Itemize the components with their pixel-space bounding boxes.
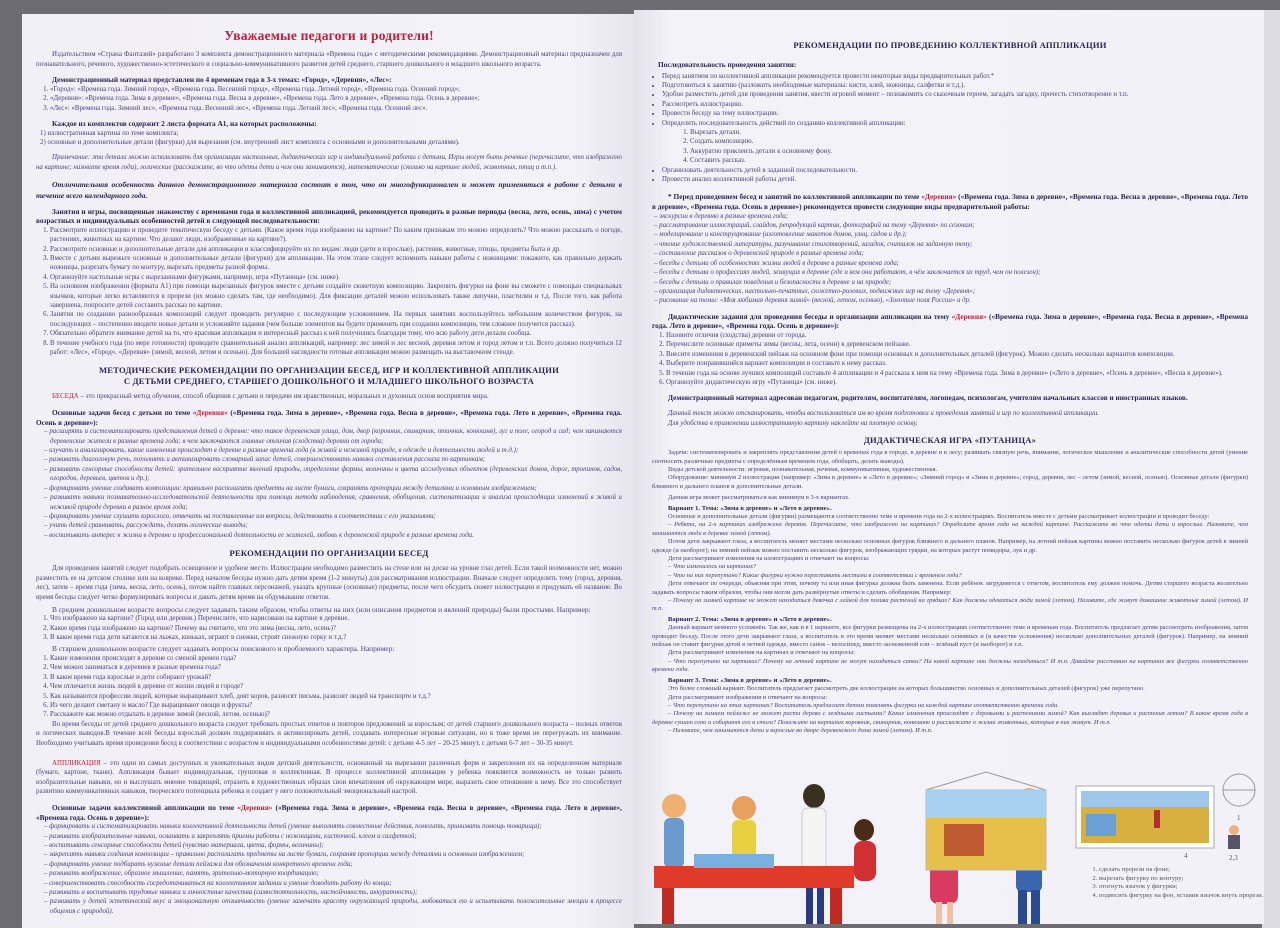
didactic-item: 2. Перечислите основные приметы зимы (весны, лета, осени) в деревенском пейзаже. xyxy=(666,340,1248,349)
didactic-heading xyxy=(652,312,1248,331)
heading-text: («Времена года. Зима в деревне», «Времена года. Весна в деревне», «Времена года. Лето в деревне», «Времена года. Осень в деревне»): xyxy=(36,802,622,822)
diagram-label-2-3: 2,3 xyxy=(1229,854,1238,862)
sequence-item: 1. Рассмотрите иллюстрацию и проведите тематическую беседу с детьми. (Какое время года изображено на картине? По каким признакам это можно определить? Что можно рассказать о погоде, растениях, животных на картине. Что делают люди, изображенные на картине?). xyxy=(50,226,622,245)
variant-text: Дети рассматривают изменения на иллюстрациях и отвечают на вопросы: xyxy=(668,555,870,562)
applic-tasks-list xyxy=(36,822,622,916)
variant-title: Вариант 1. Тема: «Зима в деревне» и «Лето в деревне». xyxy=(668,504,832,512)
question-item: 1. Какие изменения происходят в деревне со сменой времен года? xyxy=(50,654,622,663)
method-heading-2: С ДЕТЬМИ СРЕДНЕГО, СТАРШЕГО ДОШКОЛЬНОГО И МЛАДШЕГО ШКОЛЬНОГО ВОЗРАСТА xyxy=(123,376,535,387)
task-item: – формировать и систематизировать навыки коллективной деятельности детей (умение выполнять совместные действия, помогать, принимать помощь товарища); xyxy=(44,822,622,831)
question-item: 2. Чем можно заниматься в деревнев в разные времена года? xyxy=(50,663,622,672)
kit-item: 2) основные и дополнительные детали (фигурки) для вырезания (см. внутренний лист комплекта с основными и дополнительными деталями). xyxy=(40,139,460,146)
didactic-item: 5. В течение года на основе лучших композиций составьте 4 аппликации и 4 рассказа к ним на тему «Времена года. Зима в деревне» («Лето в деревне», «Осень в деревне», «Весна в деревне»). xyxy=(666,369,1248,378)
middle-intro: В среднем дошкольном возрасте вопросы следует задавать таким образом, чтобы ответы на них (или описания предметов и явлений природы) были простыми. Например: xyxy=(52,604,591,614)
beseda-tasks-list xyxy=(36,427,622,540)
beseda-text: – это прекрасный метод обучения, способ общения с детьми и передачи им нравственных, моральных и духовных основ восприятия мира. xyxy=(78,393,489,401)
sequence-item: 2. Рассмотрите основные и дополнительные детали для аппликации и классифицируйте их по видам: люди (дети и взрослые), растения, животные, птицы, предметы быта и др. xyxy=(50,245,622,254)
task-item: – формировать умение слушать взрослого, отвечать на поставленные им вопросы, действовать в соответствии с его указаниями; xyxy=(44,512,622,521)
sequence-item: 7. Обязательно обратите внимание детей на то, что красивая аппликация и интересный рассказ к ней получились благодаря тому, что всю работу дети делали сообща. xyxy=(50,329,622,338)
instructions-list xyxy=(1089,866,1264,900)
variant-text: – Что перепутано на этих картинах? Воспитатель предлагает детям поменять фигурки на каждой картине соответственно времени года. xyxy=(668,701,1059,709)
variant-text: – Что на них перепутано? Какие фигурки нужно переставить местами в соответствии с временем года? xyxy=(668,571,962,579)
middle-questions xyxy=(36,614,622,642)
question-item: 4. Чем отличается жизнь людей в деревне от жизни людей в городе? xyxy=(50,682,622,691)
variant-text: – Почему на зимней картине не может находиться девочка с лейкой для полива растений на грядках? Как должны одеваться люди зимой (летом). Назовите, где живут домашние животные зимой (летом). И т.п. xyxy=(652,597,1248,613)
theme-word: «Деревня» xyxy=(192,408,228,418)
variant-text: – Почему на зимнем пейзаже не может расти дерево с зелёными листьями? Какие изменения происходят с деревьями и растениями зимой? Как выглядят деревья и растения летом? В какое время года в деревне сушат сено и собирают его в стога? Покажите на картинах коровник, свинарник, конюшню и расскажите о жизни животных, которые в них живут. И т.п. xyxy=(652,710,1248,726)
theme-item: 2. «Деревня»: «Времена года. Зима в деревне», «Времена года. Весна в деревне», «Времена года. Лето в деревне», «Времена года. Осень в деревне»; xyxy=(50,94,622,103)
diagram-label-4: 4 xyxy=(1184,852,1188,860)
task-item: – закреплять навыки создания композиции – правильно располагать предметы на листе бумаги, сохраняя пропорции между деталями и основным изображением; xyxy=(44,850,622,859)
sequence-item: 4. Организуйте настольные игры с вырезанными фигурками, например, игра «Путаница» (см. ниже). xyxy=(50,273,622,282)
audience-text: Демонстрационный материал адресован педагогам, родителям, воспитателям, логопедам, психологам, учителям начальных классов и иностранных языков. xyxy=(668,393,1188,403)
game-variants-intro: Данная игра может рассматриваться как минимум в 3-х вариантах. xyxy=(668,494,850,502)
task-item: – воспитывать сенсорные способности детей (чувство материала, цвета, формы, величины); xyxy=(44,841,622,850)
duration-paragraph: Во время беседы от детей среднего дошкольного возраста следует требовать простых ответов и повторов предложений за взрослым; от детей старшего дошкольного возраста – полных ответов и логических выводов.В течение всей беседы взрослый должен поддерживать и активизировать детей, создавать интересные игровые ситуации, но в тоже время не перегружать их внимание. Необходимо учитывать время проведения бесед в соответствии с возрастом и индивидуальными особенностями детей: с детьми 4-5 лет – 20-25 минут, с детьми 6-7 лет – 30-35 минут. xyxy=(36,720,622,747)
instruction-item: 2. вырезать фигурку по контуру; xyxy=(1099,875,1264,884)
variant-title: Вариант 2. Тема: «Зима в деревне» и «Лето в деревне». xyxy=(668,615,832,623)
didactic-item: 3. Внесите изменения в деревенский пейзаж на основном фоне при помощи основных и дополнительных деталей (фигурок). Можно сделать несколько вариантов композиции. xyxy=(666,350,1248,359)
scan-note: Данный текст можно отсканировать, чтобы воспользоваться им во время подготовки и проведения занятий и игр по коллективной аппликации. xyxy=(668,409,1099,417)
heading-text: («Времена года. Зима в деревне», «Времена года. Весна в деревне», «Времена года. Лето в деревне», «Времена года. Осень в деревне»): xyxy=(652,311,1249,331)
game-variants xyxy=(652,505,1248,736)
seq-item: • Провести анализ коллективной работы детей. xyxy=(662,175,1248,184)
didactic-list xyxy=(652,331,1248,387)
right-heading: РЕКОМЕНДАЦИИ ПО ПРОВЕДЕНИЮ КОЛЛЕКТИВНОЙ АППЛИКАЦИИ xyxy=(793,40,1107,50)
task-item: – расширять и систематизировать представления детей о деревне: что такое деревенская улица, дом, двор (коровник, свинарник, птичник, конюшня), луг и поле, огород и сад; чем занимаются деревенские жители в разные времена года; в чем заключаются главные отличия (сходства) деревни от города; xyxy=(44,427,622,446)
kit-item: 1) иллюстративная картина по теме комплекта; xyxy=(40,129,179,137)
variant-text: Основные и дополнительные детали (фигурки) размещаются соответственно теме и времени года на 2-х иллюстрациях. Воспитатель вместе с детьми рассматривает иллюстрации и проводит беседу: xyxy=(668,512,1210,520)
task-item: – формировать умение подбирать нужные детали пейзажа для обозначения конкретного времени года; xyxy=(44,860,622,869)
seq-item: • Подготовиться к занятию (разложить необходимые материалы: кисти, клей, ножницы, салфетки и т.д.). xyxy=(662,81,1248,90)
page-edge xyxy=(1262,10,1280,928)
variant-text: – Что перепутано на картинах? Почему на летней картине не могут находиться санки? На какой картине они должны находиться? И т.п. Давайте расставим на картинах все фигурки соответственно времени года. xyxy=(652,657,1248,674)
game-heading: ДИДАКТИЧЕСКАЯ ИГРА «ПУТАНИЦА» xyxy=(863,435,1037,446)
heading-text: Дидактические задания для проведения беседы и организации аппликации на тему xyxy=(668,311,952,321)
method-heading-1: МЕТОДИЧЕСКИЕ РЕКОМЕНДАЦИИ ПО ОРГАНИЗАЦИИ БЕСЕД, ИГР И КОЛЛЕКТИВНОЙ АППЛИКАЦИИ xyxy=(98,365,560,376)
themes-heading: Демонстрационный материал представлен по 4 временам года в 3-х темах: «Город», «Деревня», «Лес»: xyxy=(52,75,392,85)
sequence-heading: Занятия и игры, посвященные знакомству с временами года и коллективной аппликацией, рекомендуется проводить в разные периоды (весна, лето, осень, зима) с учетом возрастных и индивидуальных особенностей детей в следующей последовательности: xyxy=(36,206,622,226)
kit-heading: Каждое из комплектов содержит 2 листа формата А1, на которых расположены: xyxy=(52,119,317,128)
theme-item: 1. «Город»: «Времена года. Зимний город», «Времена года. Весенний город», «Времена года. Летний город», «Времена года. Осенний город»; xyxy=(50,85,622,94)
variant-text: Дети отвечают по очереди, объясняя при этом, почему та или иная фигурка должна быть заменена. Если ребёнок затрудняется с ответом, воспитатель ему должен помочь. Детям старшего возраста желательно задавать вопросы таким образом, чтобы они могли дать развёрнутые ответы и сделать обобщения. Например: xyxy=(652,580,1248,596)
intro-paragraph: Издательством «Страна Фантазий» разработано 3 комплекта демонстрационного материала «Времена года» с методическими рекомендациями. Демонстрационный материал предназначен для познавательного, речевого, художественно-эстетического и социально-коммуникативного развития детей среднего, старшего дошкольного и младшего школьного возраста. xyxy=(36,51,622,68)
didactic-item: 6. Организуйте дидактическую игру «Путаница» (см. ниже). xyxy=(666,378,1248,387)
step-item: 3. Аккуратно приклеить детали к основному фону. xyxy=(690,147,1248,156)
game-section xyxy=(652,449,1248,735)
task-item: – развивать навыки познавательно-исследовательской деятельности при помощи метода наблюдения, сравнения, обобщения, систематизации и анализа происходящих изменений в живой и неживой природе деревни в разное время года; xyxy=(44,493,622,512)
seq-item: • Провести беседу на тему иллюстрации. xyxy=(662,109,1248,118)
applic-text: – это один из самых доступных и увлекательных видов детской деятельности, основанный на вырезании различных форм и закреплении их на определенном материале (бумаге, картоне, ткани). Аппликация бывает индивидуальная, групповая и коллективная. В процессе коллективной аппликации у ребенка появляется возможность не только развить изобразительные навыки, но и выслушать мнение товарищей, отразить в художественных образах свои впечатления об окружающем мире, выразить свое отношение к нему. Все это способствует развитию коммуникативных навыков, творческого потенциала ребенка и создает у него положительный эмоциональный настрой. xyxy=(36,759,622,796)
task-item: – изучать и анализировать, какие изменения происходят в деревне в разные времена года (в живой и неживой природе, в одежде и деятельности людей и т.д.); xyxy=(44,446,622,455)
instruction-item: 1. сделать прорези на фоне; xyxy=(1099,866,1264,875)
question-item: 3. В какое время года взрослые и дети собирают урожай? xyxy=(50,673,622,682)
heading-text: Основные задачи бесед с детьми по теме xyxy=(52,408,193,418)
variant-text: Это более сложный вариант. Воспитатель предлагает рассмотреть две иллюстрации на которых большинство основных и дополнительных деталей (фигурок) уже перепутано. xyxy=(668,685,1145,693)
variant-text: Дети рассматривают изображения и отвечают на вопросы: xyxy=(668,693,828,701)
didactic-item: 4. Выберите понравившийся вариант композиции и составьте к нему рассказ. xyxy=(666,359,1248,368)
left-page xyxy=(22,14,634,928)
game-equipment: Оборудование: минимум 2 иллюстрации (например: «Зима в деревне» и «Лето в деревне»; «Зимний город» и «Зима в деревне»; город, деревня, лес – летом (зимой, весной, осенью). Основные детали (фигурки) ближнего и дальнего планов и дополнительные детали. xyxy=(652,474,1248,490)
senior-questions xyxy=(36,654,622,720)
slot-diagram xyxy=(1076,774,1255,862)
variant-text: Дети рассматривают изменения на картинах и отвечают на вопросы: xyxy=(668,649,855,657)
sequence-item: 5. На основном изображении (формата А1) при помощи вырезанных фигурок вместе с детьми создайте сюжетную композицию. Закрепить фигурки на фоне вы сможете с помощью специальных язычков, которые легко вставляются в прорези (их можно сделать там, где необходимо). Для фиксации деталей можно использовать также липучки, пластилин и т.д. После того, как работа завершена, попросите детей составить рассказ по картине. xyxy=(50,282,622,310)
theme-item: 3. «Лес»: «Времена года. Зимний лес», «Времена года. Весенний лес», «Времена года. Летний лес», «Времена года. Осенний лес». xyxy=(50,104,622,113)
variant-title: Вариант 3. Тема: «Зима в деревне» и «Лето в деревне». xyxy=(668,676,832,684)
didactic-item: 1. Назовите отличия (сходства) деревни от города. xyxy=(666,331,1248,340)
theme-word: «Деревня» xyxy=(237,802,273,812)
beseda-definition xyxy=(36,392,622,402)
question-item: 3. В какое время года дети катаются на лыжах, коньках, играют в снежки, строят снежную горку и т.д.? xyxy=(50,633,622,642)
themes-list xyxy=(36,85,622,113)
task-item: – развивать сенсорные способности детей: зрительное восприятие явлений природы, определение формы, величины и цвета исследуемых объектов (деревенских домов, дорог, тропинок, садов, огородов, деревьев, цветов и др.); xyxy=(44,465,622,484)
seq-item: • Рассмотреть иллюстрацию. xyxy=(662,100,1248,109)
variant-text: – Ребята, на 2-х картинах изображена деревня. Перечислите, что изображено на картинах? Определите время года на каждой картине. Расскажите во что одеты дети и взрослые. Назовите, чем занимаются люди в деревне зимой (летом). xyxy=(652,521,1248,537)
step-item: 4. Составить рассказ. xyxy=(690,156,1248,165)
heading-text: * Перед проведением бесед и занятий по коллективной аппликации по теме xyxy=(668,192,922,202)
game-task: Задачи: систематизировать и закреплять представления детей о временах года в городе, в деревне и в лесу; развивать связную речь, внимание, логическое мышление и аналитические способности детей (умение соотносить различные предметы с определённым временем года, обобщать, делать выводы). xyxy=(652,449,1248,465)
applic-term: АППЛИКАЦИЯ xyxy=(52,759,101,767)
step-item: 1. Вырезать детали. xyxy=(690,128,1248,137)
game-kinds: Виды детской деятельности: игровая, познавательная, речевая, коммуникативная, художественная. xyxy=(668,465,938,473)
org-paragraph: Для проведения занятий следует подобрать освещенное и удобное место. Иллюстрации необходимо разместить на стене или на доске на уровне глаз детей. Если такой возможности нет, можно разместить ее на детском столике или на коврике. Перед началом беседы нужно дать детям время (1-2 минуты) для рассматривания иллюстрации. Вначале следует определить тему (город, деревня, лес), затем – время года (зима, весна, лето, осень), потом найти главных персонажей, указать крупные (основные) предметы, после чего обсудить сюжет иллюстрации и придумать ей название. Во время беседы следует четко формулировать вопросы и давать детям время на обдумывание ответов. xyxy=(36,565,622,601)
applic-tasks-heading xyxy=(36,803,622,822)
prelim-item: – моделирование и конструирование (изготовление макетов домов, улиц, садов и др.); xyxy=(654,230,1248,239)
beseda-tasks-heading xyxy=(36,408,622,427)
org-heading: РЕКОМЕНДАЦИИ ПО ОРГАНИЗАЦИИ БЕСЕД xyxy=(229,548,429,559)
note-paragraph: Примечание: эти детали можно использовать для организации настольных, дидактических игр и индивидуальной работы с детьми. Игры могут быть речевые (перечислите, что изображено на картине; назовите время года), логические (расскажите, во что одеты дети и чем они занимаются), математические (сколько на картине людей, животных, птиц и т.п.). xyxy=(36,154,622,171)
seq-steps xyxy=(652,128,1248,166)
page-title: Уважаемые педагоги и родители! xyxy=(224,28,434,43)
theme-word: «Деревня» xyxy=(921,192,957,202)
task-item: – формировать умение создавать композиции: правильно располагать предметы на листе бумаги, сохранять пропорции между деталями и основным изображением; xyxy=(44,484,622,493)
kit-list xyxy=(36,129,622,148)
seq-list-a xyxy=(652,72,1248,128)
right-page xyxy=(634,10,1264,924)
applic-definition xyxy=(36,759,622,797)
prelim-item: – экскурсии в деревню в разные времена года; xyxy=(654,212,1248,221)
sequence-list xyxy=(36,226,622,358)
question-item: 2. Какое время года изображено на картине? Почему вы считаете, что это зима (весна, лето, осень)? xyxy=(50,624,622,633)
sequence-item: 6. Занятия по созданию разнообразных композиций следует проводить регулярно с последующим усложнением. На первых занятиях воспользуйтесь небольшим количеством фигурок, на последующих – постепенно вводите новые детали и усложняйте задания (чем больше элементов вы будете применять при создании композиции, тем сложнее получится рассказ). xyxy=(50,310,622,329)
prelim-item: – беседы с детьми о правилах поведения и безопасности в деревне и на природе; xyxy=(654,278,1248,287)
seq-list-b xyxy=(652,166,1248,185)
variant-text: Потом дети закрывают глаза, а воспитатель меняет местами несколько основных фигурок ближнего и дальнего планов. Например, на летний пейзаж картины можно поставить несколько фигурок детей в зимней одежде (и наоборот); на зимний пейзаж можно поставить несколько фигурок, изображающих грядки, на которых растут помидоры, лук и др. xyxy=(652,538,1248,554)
variant-text: – Назовите, чем занимаются дети и взрослые во дворе деревенского дома зимой (летом). И т.п. xyxy=(668,727,933,735)
seq-item: • Удобно разместить детей для проведения занятия, ввести игровой момент – познакомить со сказочным героем, загадать загадку, прочесть стихотворение и т.п. xyxy=(662,90,1248,99)
task-item: – развивать диалоговую речь, пополнять и активизировать словарный запас детей, совершенствовать навыки составления рассказа по картинкам; xyxy=(44,455,622,464)
seq-item: • Организовать деятельность детей в заданной последовательности. xyxy=(662,166,1248,175)
prelim-item: – составление рассказов о деревенской природе в разные времена года; xyxy=(654,249,1248,258)
diagram-label-1: 1 xyxy=(1237,814,1241,822)
question-item: 7. Расскажите как можно отдыхать в деревне зимой (весной, летом, осенью)? xyxy=(50,710,622,719)
question-item: 5. Как называются профессии людей, которые выращивают хлеб, доят коров, разносят письма, развозят людей на транспорте и т.д.? xyxy=(50,692,622,701)
instruction-item: 4. подвесить фигурку на фон, вставив язычок внуть прорези. xyxy=(1099,892,1264,901)
prelim-item: – чтение художественной литературы, разучивание стихотворений, загадок, считалок на заданную тему; xyxy=(654,240,1248,249)
question-item: 6. Из чего делают сметану и масло? Где выращивают овощи и фрукты? xyxy=(50,701,622,710)
prelim-item: – рисование на темы: «Моя любимая деревня зимой» (весной, летом, осенью), «Золотые поля России» и др. xyxy=(654,296,1248,305)
task-item: – развивать и воспитывать трудовые навыки и личностные качества (самостоятельность, настойчивость, аккуратность); xyxy=(44,888,622,897)
prelim-item: – рассматривание иллюстраций, слайдов, репродукций картин, фотографий на тему «Деревня» по сезонам; xyxy=(654,221,1248,230)
variant-text: – Что изменилось на картинах? xyxy=(668,563,757,571)
seq-heading: Последовательность проведения занятия: xyxy=(658,60,797,69)
sequence-item: 3. Вместе с детьми вырежьте основные и дополнительные детали (фигурки) для аппликации. На этом этапе следует вспомнить навыки работы с ножницами: покажите, как правильно держать ножницы, разрезать бумагу по контуру, вырезать предметы разной формы. xyxy=(50,254,622,273)
task-item: – развивать воображение, образное мышление, память, зрительно-моторную координацию; xyxy=(44,869,622,878)
task-item: – воспитывать интерес к жизни в деревне и профессиональной деятельности ее жителей, любовь к деревенской природе в разные времена года. xyxy=(44,531,622,540)
seq-item: • Перед занятием по коллективной аппликации рекомендуется провести некоторые виды предварительных работ.* xyxy=(662,72,1248,81)
instruction-item: 3. отогнуть язычок у фигурки; xyxy=(1099,883,1264,892)
theme-word: «Деревня» xyxy=(951,311,987,321)
step-item: 2. Создать композицию. xyxy=(690,137,1248,146)
framed-picture xyxy=(926,772,1046,870)
question-item: 1. Что изображено на картине? (Город или деревня.) Перечислите, что нарисовано на картине в деревне. xyxy=(50,614,622,623)
prelim-item: – беседы с детьми о профессиях людей, живущих в деревне (где и кем они работают, в чём заключается их труд, чем он полезен); xyxy=(654,268,1248,277)
heading-text: («Времена года. Зима в деревне», «Времена года. Весна в деревне», «Времена года. Лето в деревне», «Времена года. Осень в деревне») рекомендуется провести следующие виды предварительной работы: xyxy=(652,192,1248,212)
task-item: – развивать изобразительные навыки, осваивать и закреплять приемы работы с ножницами, кисточкой, клеем и салфеткой; xyxy=(44,832,622,841)
task-item: – совершенствовать способность сосредотачиваться на коллективном задании и умение доводить работу до конца; xyxy=(44,879,622,888)
prelim-list xyxy=(652,212,1248,306)
prelim-heading xyxy=(652,192,1248,211)
feature-paragraph: Отличительная особенность данного демонстрационного материала состоит в том, что он многофункционален и может применяться в работе с детьми в течение всего календарного года. xyxy=(36,179,622,200)
scan-note: Для удобства в применении иллюстративную картину наклейте на плотную основу. xyxy=(668,419,918,427)
senior-intro: В старшем дошкольном возрасте следует задавать вопросы поискового и проблемного характера. Например: xyxy=(52,644,395,654)
prelim-item: – организация дидактических, настольно-печатных, сюжетно-ролевых, подвижных игр на тему «Деревня»; xyxy=(654,287,1248,296)
heading-text: («Времена года. Зима в деревне», «Времена года. Весна в деревне», «Времена года. Лето в деревне», «Времена года. Осень в деревне»): xyxy=(36,408,622,427)
beseda-term: БЕСЕДА xyxy=(52,393,79,401)
sequence-item: 8. В течение учебного года (по мере готовности) проводите сравнительный анализ аппликаций, например: лес зимой и лес весной, деревня летом и город летом и т.п. Всего должно получиться 12 работ: «Лес», «Город», «Деревня» (зимой, весной, летом и осенью). Для большей наглядности готовые аппликации можно размещать на выставочном стенде. xyxy=(50,339,622,358)
heading-text: Основные задачи коллективной аппликации по теме xyxy=(52,802,238,812)
task-item: – развивать у детей эстетический вкус и эмоциональную отзывчивость (умение замечать красоту окружающей природы, любоваться ею и испытывать положительные эмоции в процессе общения с природой). xyxy=(44,897,622,916)
prelim-item: – беседы с детьми об особенностях жизни людей в деревне в разные времена года; xyxy=(654,259,1248,268)
task-item: – учить детей сравнивать, рассуждать, делать логические выводы; xyxy=(44,521,622,530)
seq-item: • Определить последовательность действий по созданию коллективной аппликации: xyxy=(662,119,1248,128)
variant-text: Данный вариант немного усложнён. Так же, как и в 1 варианте, все фигурки размещены на 2-х иллюстрациях соответственно теме и временам года. Воспитатель предлагает детям рассмотреть изображения, затем проводит беседу. После этого дети закрывают глаза, а воспитатель в это время меняет местами несколько основных и (в качестве усложнения) несколько дополнительных деталей (фигурок). Например, на зимний пейзаж он ставит фигурки детей в летней одежде, вместо санок – велосипед, вместо заснеженной ели – зелёный куст (и наоборот) и т.п. xyxy=(652,624,1248,649)
